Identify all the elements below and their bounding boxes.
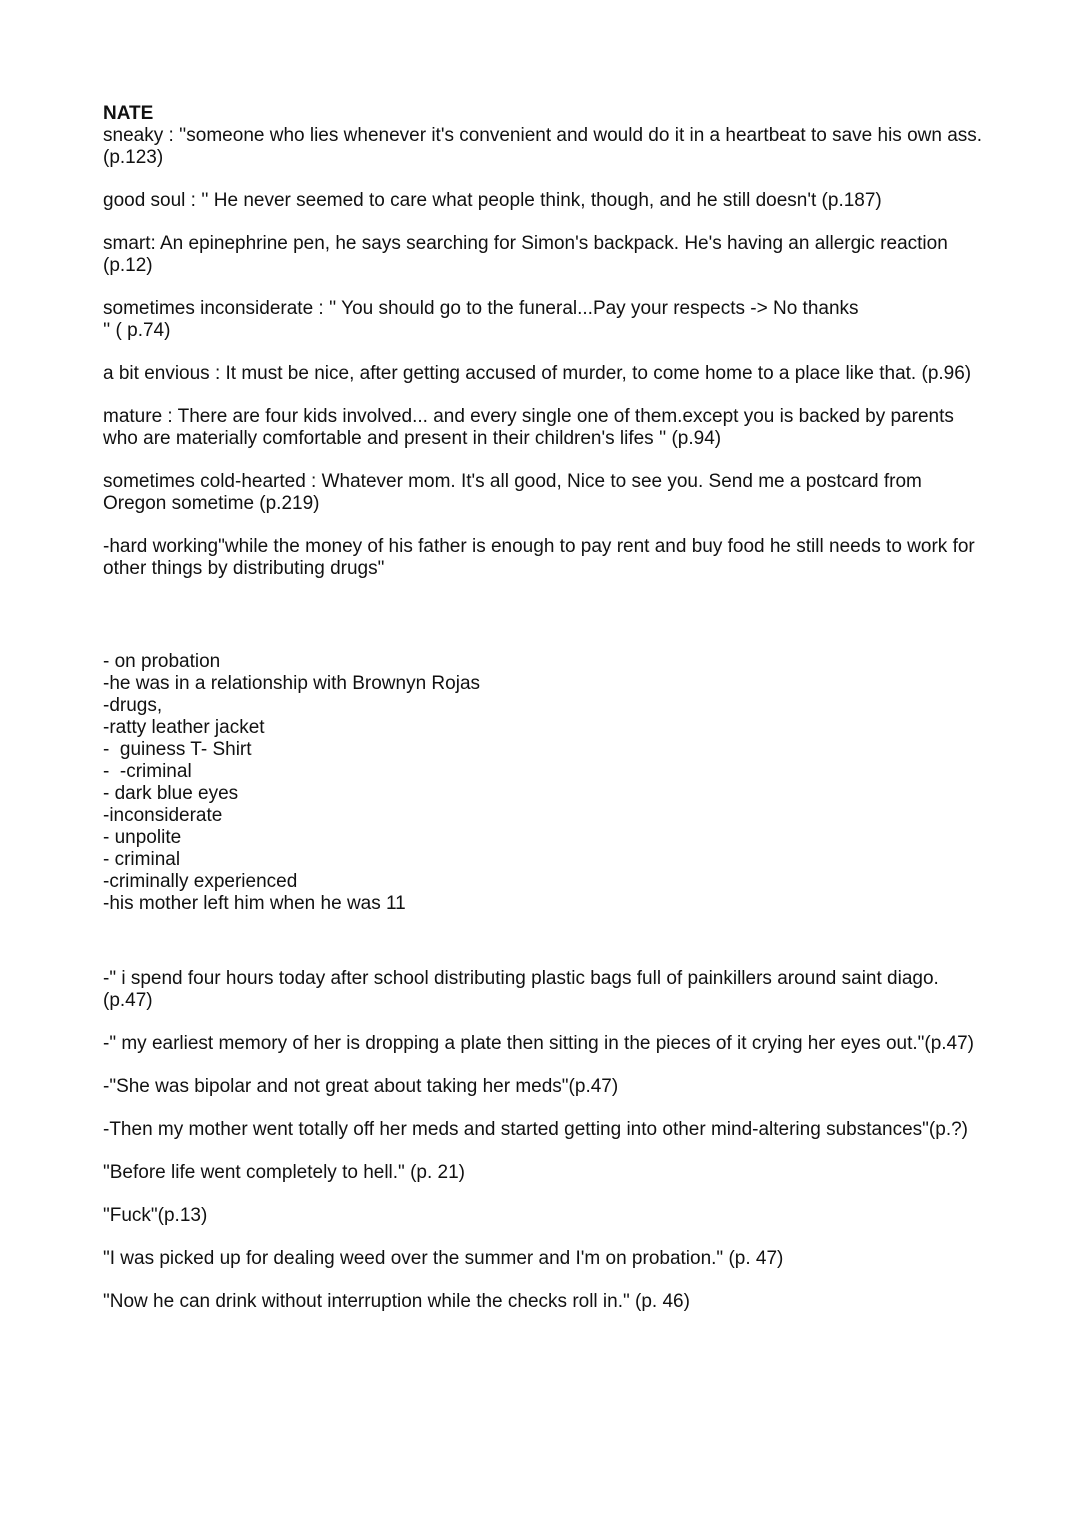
document-page [103,103,988,1334]
trait-paragraph: smart: An epinephrine pen, he says searching for Simon's backpack. He's having an allergic reaction (p.12) [103,233,954,276]
trait-paragraph: -hard working"while the money of his father is enough to pay rent and buy food he still needs to work for other things by distributing drugs" [103,536,981,579]
quote-paragraph: "Fuck"(p.13) [103,1205,208,1226]
spacer [103,915,983,968]
list-item: - -criminal [103,761,192,782]
list-item: - criminal [103,849,181,870]
quote-paragraph: -Then my mother went totally off her meds and started getting into other mind-altering substances"(p.?) [103,1119,968,1140]
list-item: -inconsiderate [103,805,223,826]
spacer [103,601,983,651]
list-item: - dark blue eyes [103,783,239,804]
quotes-section [103,968,983,1313]
list-item: - unpolite [103,827,182,848]
quote-paragraph: -"She was bipolar and not great about taking her meds"(p.47) [103,1076,619,1097]
list-item: -his mother left him when he was 11 [103,893,406,914]
trait-paragraph: a bit envious : It must be nice, after getting accused of murder, to come home to a place like that. (p.96) [103,363,972,384]
quote-paragraph: "Before life went completely to hell." (p. 21) [103,1162,465,1183]
list-item: -ratty leather jacket [103,717,265,738]
traits-section [103,125,988,580]
trait-paragraph: sneaky : ''someone who lies whenever it's convenient and would do it in a heartbeat to save his own ass. (p.123) [103,125,988,168]
quote-paragraph: -" i spend four hours today after school distributing plastic bags full of painkillers around saint diago.(p.47) [103,968,939,1011]
trait-paragraph: sometimes inconsiderate : '' You should go to the funeral...Pay your respects -> No thanks '' ( p.74) [103,298,859,341]
list-item: -criminally experienced [103,871,298,892]
list-item: - guiness T- Shirt [103,739,252,760]
list-item: - on probation [103,651,221,672]
list-item: -he was in a relationship with Brownyn Rojas [103,673,481,694]
page-title: NATE [103,103,154,124]
quote-paragraph: -" my earliest memory of her is dropping a plate then sitting in the pieces of it crying her eyes out."(p.47) [103,1033,975,1054]
quote-paragraph: "I was picked up for dealing weed over the summer and I'm on probation." (p. 47) [103,1248,784,1269]
quote-paragraph: "Now he can drink without interruption while the checks roll in." (p. 46) [103,1291,690,1312]
trait-paragraph: mature : There are four kids involved... and every single one of them.except you is backed by parents who are materially comfortable and present in their children's lifes '' (p.94) [103,406,960,449]
trait-paragraph: sometimes cold-hearted : Whatever mom. It's all good, Nice to see you. Send me a postcard from Oregon sometime (p.219) [103,471,928,514]
list-item: -drugs, [103,695,163,716]
trait-paragraph: good soul : '' He never seemed to care what people think, though, and he still doesn't (p.187) [103,190,882,211]
facts-list [103,651,983,915]
